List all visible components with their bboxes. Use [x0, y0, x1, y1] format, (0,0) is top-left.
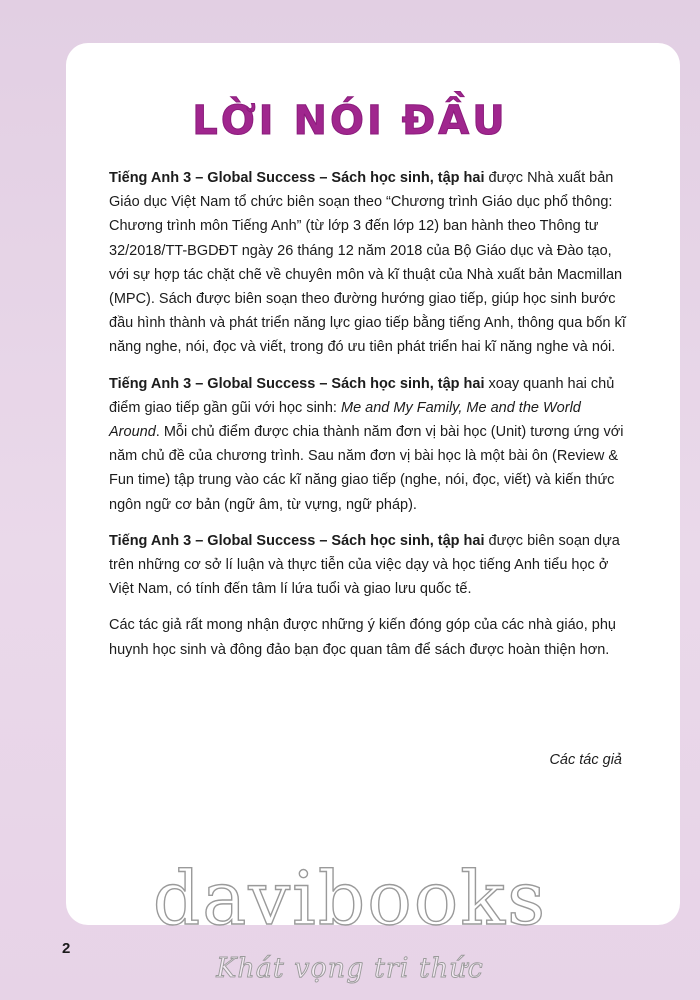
- paragraph-text: xoay quanh hai chủ điểm giao tiếp gần gũi với học sinh:: [109, 375, 615, 416]
- page-number: 2: [62, 940, 71, 957]
- theme-names: Me and My Family, Me and the World Around: [109, 399, 581, 441]
- paragraph-text: được biên soạn dựa trên những cơ sở lí luận và thực tiễn của việc dạy và học tiếng Anh tiểu học ở Việt Nam, có tính đến tâm lí lứa tuổi và giao lưu quốc tế.: [109, 532, 620, 598]
- book-title-emphasis: Tiếng Anh 3 – Global Success – Sách học sinh, tập hai: [109, 532, 485, 549]
- preface-paragraph-1: [109, 166, 635, 360]
- page-title: LỜI NÓI ĐẦU: [192, 98, 508, 144]
- book-title-emphasis: Tiếng Anh 3 – Global Success – Sách học sinh, tập hai: [109, 170, 485, 186]
- paragraph-text: . Mỗi chủ điểm được chia thành năm đơn vị bài học (Unit) tương ứng với năm chủ đề của chương trình. Sau năm đơn vị bài học là một bài ôn (Review & Fun time) tập trung vào các kĩ năng giao tiếp (nghe, nói, đọc, viết) và kiến thức ngôn ngữ cơ bản (ngữ âm, từ vựng, ngữ pháp).: [109, 424, 624, 513]
- preface-paragraph-4: [109, 613, 635, 661]
- paragraph-text: Các tác giả rất mong nhận được những ý kiến đóng góp của các nhà giáo, phụ huynh học sinh và đông đảo bạn đọc quan tâm để sách được hoàn thiện hơn.: [109, 617, 616, 658]
- watermark-brand: davibooks: [152, 856, 548, 942]
- watermark-slogan: Khát vọng tri thức: [216, 953, 484, 984]
- book-title-emphasis: Tiếng Anh 3 – Global Success – Sách học sinh, tập hai: [109, 375, 485, 392]
- preface-paragraph-3: [109, 529, 635, 602]
- preface-paragraph-2: [109, 372, 635, 517]
- preface-body: [109, 166, 635, 674]
- authors-signature: Các tác giả: [549, 752, 622, 768]
- paragraph-text: được Nhà xuất bản Giáo dục Việt Nam tổ chức biên soạn theo “Chương trình Giáo dục phổ thông: Chương trình môn Tiếng Anh” (từ lớp 3 đến lớp 12) ban hành theo Thông tư 32/2018/TT-BGDĐT ngày 26 tháng 12 năm 2018 của Bộ Giáo dục và Đào tạo, với sự hợp tác chặt chẽ về chuyên môn và kĩ thuật của Nhà xuất bản Macmillan (MPC). Sách được biên soạn theo đường hướng giao tiếp, giúp học sinh bước đầu hình thành và phát triển năng lực giao tiếp bằng tiếng Anh, thông qua bốn kĩ năng nghe, nói, đọc và viết, trong đó ưu tiên phát triển hai kĩ năng nghe và nói.: [109, 170, 626, 356]
